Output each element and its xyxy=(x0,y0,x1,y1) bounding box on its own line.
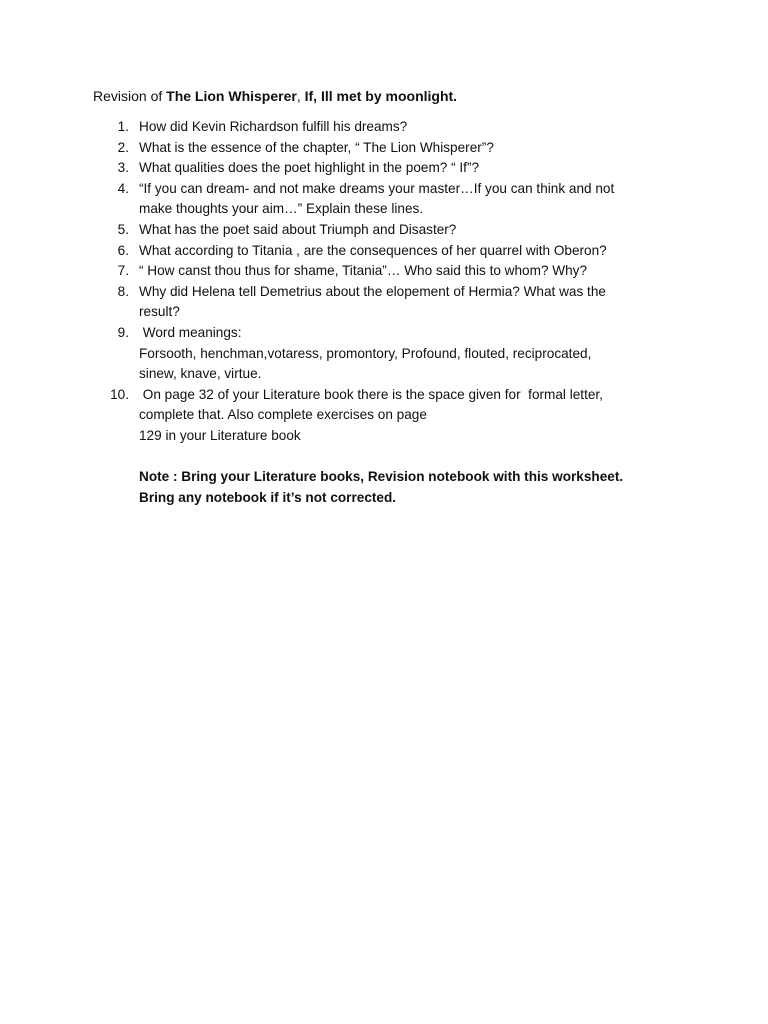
question-text: What according to Titania , are the consequences of her quarrel with Oberon? xyxy=(139,242,607,258)
question-number: 6. xyxy=(117,242,129,258)
question-text: 129 in your Literature book xyxy=(139,427,301,443)
question-item-1 xyxy=(93,117,673,138)
question-text: Word meanings: xyxy=(139,324,242,340)
question-number: 8. xyxy=(117,283,129,299)
question-number: 3. xyxy=(117,160,129,176)
question-number: 4. xyxy=(117,180,129,196)
question-text: “If you can dream- and not make dreams your master…If you can think and not xyxy=(139,180,615,196)
question-number: 9. xyxy=(117,324,129,340)
question-number: 1. xyxy=(117,119,129,134)
question-item-5 xyxy=(93,220,673,241)
heading-title: The Lion Whisperer xyxy=(166,88,297,104)
worksheet-heading xyxy=(93,86,713,106)
question-item-7 xyxy=(93,261,673,282)
heading-prefix: Revision of xyxy=(93,88,167,104)
word-list: Forsooth, henchman,votaress, promontory, Profound, flouted, reciprocated, xyxy=(139,345,592,361)
question-item-3 xyxy=(93,158,673,179)
question-number: 7. xyxy=(117,263,129,279)
question-item-10 xyxy=(93,385,673,447)
question-number: 2. xyxy=(117,139,129,155)
heading-rest: If, Ill met by moonlight. xyxy=(304,88,458,104)
question-number: 5. xyxy=(117,221,129,237)
question-text: complete that. Also complete exercises on page xyxy=(139,407,427,423)
heading-separator: , xyxy=(296,88,305,104)
question-item-9 xyxy=(93,323,673,385)
note-line: Note : Bring your Literature books, Revision notebook with this worksheet. xyxy=(139,469,624,484)
question-list xyxy=(93,117,673,447)
note-line: Bring any notebook if it’s not corrected. xyxy=(139,489,397,505)
question-text: Why did Helena tell Demetrius about the elopement of Hermia? What was the xyxy=(139,283,606,299)
question-text: make thoughts your aim…” Explain these lines. xyxy=(139,201,424,217)
question-text: What is the essence of the chapter, “ The Lion Whisperer”? xyxy=(139,139,494,155)
question-item-2 xyxy=(93,138,673,159)
question-text: “ How canst thou thus for shame, Titania”… Who said this to whom? Why? xyxy=(139,263,588,279)
question-text: How did Kevin Richardson fulfill his dreams? xyxy=(139,119,408,134)
question-text: What qualities does the poet highlight in the poem? “ If”? xyxy=(139,160,480,176)
question-item-8 xyxy=(93,282,673,323)
question-item-6 xyxy=(93,241,673,262)
question-text: What has the poet said about Triumph and Disaster? xyxy=(139,221,457,237)
question-text: On page 32 of your Literature book there is the space given for formal letter, xyxy=(139,386,603,402)
question-number: 10. xyxy=(110,386,129,402)
question-item-4 xyxy=(93,179,673,220)
question-text: result? xyxy=(139,304,180,320)
word-list: sinew, knave, virtue. xyxy=(139,366,262,382)
worksheet-note xyxy=(139,467,699,508)
